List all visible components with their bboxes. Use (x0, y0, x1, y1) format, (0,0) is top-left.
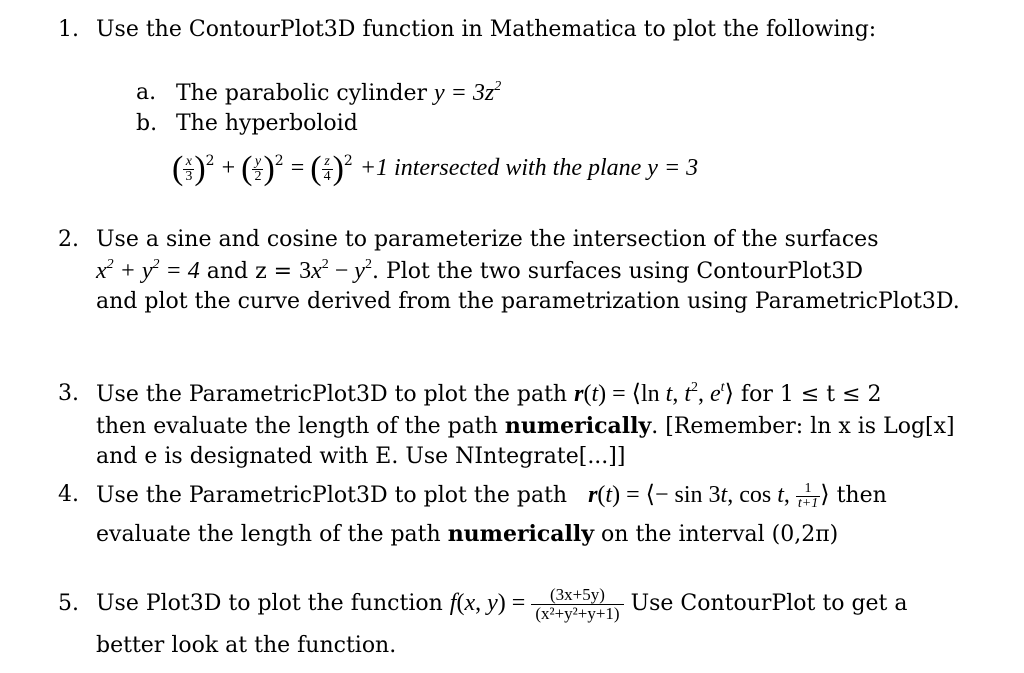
q5-number: 5. (58, 591, 79, 616)
q5-line1-end: Use ContourPlot to get a (623, 591, 908, 616)
q3-line3: and e is designated with E. Use NIntegrate[...]] (96, 444, 626, 469)
q2-line3: and plot the curve derived from the parametrization using ParametricPlot3D. (96, 289, 960, 314)
q3-line2 (96, 413, 955, 440)
q3-line2-start: then evaluate the length of the path (96, 414, 505, 439)
q1a-equation: $y = 3z^2$ (434, 79, 502, 106)
q4-line1-end: then (829, 483, 887, 508)
q3-line1: Use the ParametricPlot3D to plot the path r(t) = ⟨ln t, $t^2$, $e^t⟩$ for 1 ≤ t ≤ 2 (96, 380, 882, 407)
q2-line1: Use a sine and cosine to parameterize the intersection of the surfaces (96, 227, 879, 252)
q1a-description: The parabolic cylinder (176, 81, 435, 106)
q4-line2 (96, 521, 838, 548)
q1b-label: b. (136, 111, 158, 136)
q4-line1: Use the ParametricPlot3D to plot the path r(t) = ⟨− sin 3t, cos t, $\frac{1}{t+1}$ ⟩ then (96, 480, 887, 511)
q3-line1-end: for 1 ≤ t ≤ 2 (733, 382, 882, 407)
q4-number: 4. (58, 482, 79, 507)
q5-line2: better look at the function. (96, 633, 397, 658)
q2-line2: $x^2 + y^2 = 4$ and $z = 3x^2 - y^2$. Plot the two surfaces using ContourPlot3D (96, 257, 863, 284)
q1a-eq-text: y = 3z (434, 80, 495, 106)
q3-line2-end: . [Remember: ln x is Log[x] (651, 414, 955, 439)
q1b-equation-tail: +1 intersected with the plane y = 3 (359, 155, 699, 181)
q1b-text: The hyperboloid (176, 111, 358, 136)
q5-line1-start: Use Plot3D to plot the function (96, 591, 450, 616)
q2-line2-mid: and z = (199, 259, 300, 284)
q3-bold-numerically: numerically (504, 413, 652, 439)
q4-bold-numerically: numerically (447, 521, 595, 547)
q1-text: Use the ContourPlot3D function in Mathematica to plot the following: (96, 17, 877, 42)
q2-number: 2. (58, 227, 79, 252)
q4-line1-start: Use the ParametricPlot3D to plot the path (96, 483, 568, 508)
q1b-equation: ( $\frac{x}{3}$ )$^2$ + ( $\frac{y}{2}$ )$^2$ = ( $\frac{z}{4}$ )$^2$ +1 intersected with the plane y = 3 (172, 150, 699, 187)
q1a-text (176, 80, 501, 107)
q5-fraction-numerator: (3x+5y) (531, 586, 623, 605)
q1a-label: a. (136, 80, 157, 105)
q2-line2-end: . Plot the two surfaces using ContourPlot3D (371, 259, 863, 284)
q1-number: 1. (58, 17, 79, 42)
q4-fraction: $\frac{1}{t+1}$ (797, 480, 819, 511)
q3-line1-start: Use the ParametricPlot3D to plot the path (96, 382, 575, 407)
q5-line1: Use Plot3D to plot the function f(x, y) = $\frac{(3x+5y)}{\text{(x²+y²+y+1)}}$ Use ContourPlot to get a (96, 584, 908, 623)
q3-number: 3. (58, 381, 79, 406)
q4-line2-end: on the interval (0,2π) (594, 522, 839, 547)
q5-fraction-denominator: (x²+y²+y+1) (535, 603, 620, 623)
q5-fraction (531, 586, 623, 623)
q4-line2-start: evaluate the length of the path (96, 522, 448, 547)
